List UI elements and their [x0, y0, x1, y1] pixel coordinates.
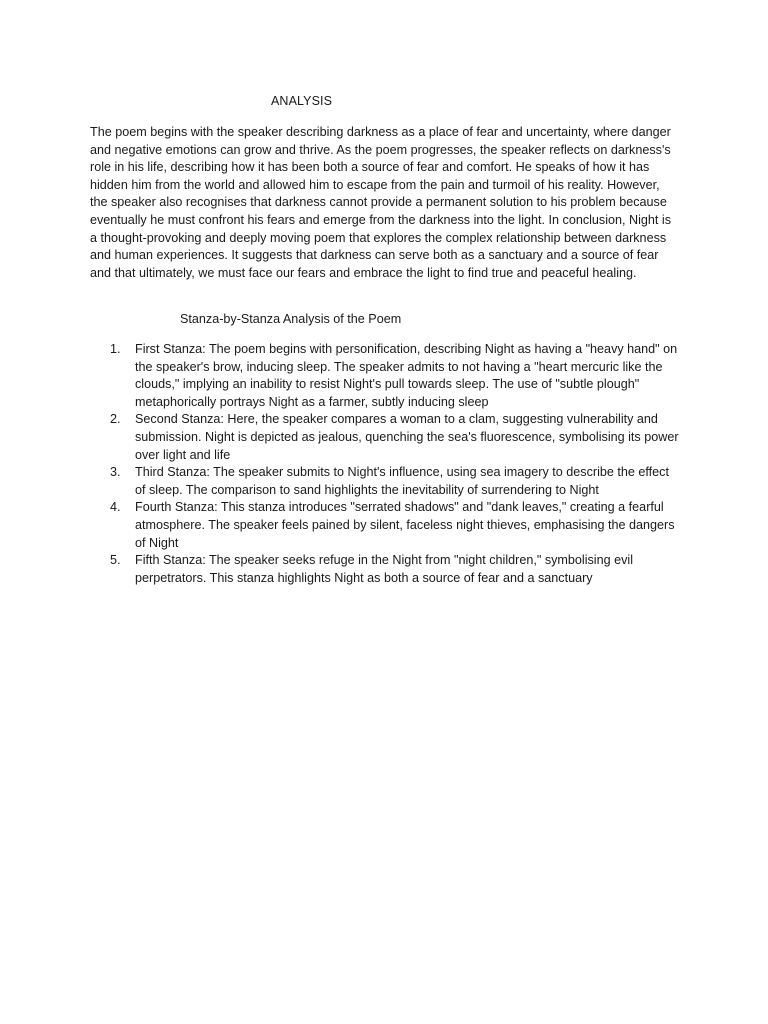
stanza-item-1 [110, 341, 682, 411]
intro-paragraph: The poem begins with the speaker describing darkness as a place of fear and uncertainty, where danger and negative emotions can grow and thrive. As the poem progresses, the speaker reflects on darkness's role in his life, describing how it has been both a source of fear and comfort. He speaks of how it has hidden him from the world and allowed him to escape from the pain and turmoil of his reality. However, the speaker also recognises that darkness cannot provide a permanent solution to his problem because eventually he must confront his fears and emerge from the darkness into the light. In conclusion, Night is a thought-provoking and deeply moving poem that explores the complex relationship between darkness and human experiences. It suggests that darkness can serve both as a sanctuary and a source of fear and that ultimately, we must face our fears and embrace the light to find true and peaceful healing. [90, 125, 672, 280]
stanza-number: 2. [110, 412, 121, 427]
stanza-number: 1. [110, 342, 121, 356]
stanza-item-5 [110, 552, 682, 587]
stanza-number: 5. [110, 553, 121, 568]
stanza-text: First Stanza: The poem begins with personification, describing Night as having a "heavy hand" on the speaker's brow, inducing sleep. The speaker admits to not having a "heart mercuric like the clouds," implying an inability to resist Night's pull towards sleep. The use of "subtle plough" metaphorically portrays Night as a farmer, subtly inducing sleep [135, 342, 678, 409]
stanza-number: 4. [110, 500, 121, 515]
document-title: ANALYSIS [271, 94, 333, 108]
stanza-item-4 [110, 499, 682, 552]
section-subtitle: Stanza-by-Stanza Analysis of the Poem [180, 312, 402, 326]
stanza-item-2 [110, 411, 682, 464]
stanza-text: Fifth Stanza: The speaker seeks refuge in the Night from "night children," symbolising evil perpetrators. This stanza highlights Night as both a source of fear and a sanctuary [135, 553, 634, 585]
stanza-list [110, 341, 682, 587]
stanza-item-3 [110, 464, 682, 499]
stanza-number: 3. [110, 465, 121, 480]
stanza-text: Third Stanza: The speaker submits to Night's influence, using sea imagery to describe the effect of sleep. The comparison to sand highlights the inevitability of surrendering to Night [135, 465, 669, 497]
stanza-text: Second Stanza: Here, the speaker compares a woman to a clam, suggesting vulnerability and submission. Night is depicted as jealous, quenching the sea's fluorescence, symbolising its power over light and life [135, 412, 679, 462]
stanza-text: Fourth Stanza: This stanza introduces "serrated shadows" and "dank leaves," creating a fearful atmosphere. The speaker feels pained by silent, faceless night thieves, emphasising the dangers of Night [135, 500, 675, 550]
